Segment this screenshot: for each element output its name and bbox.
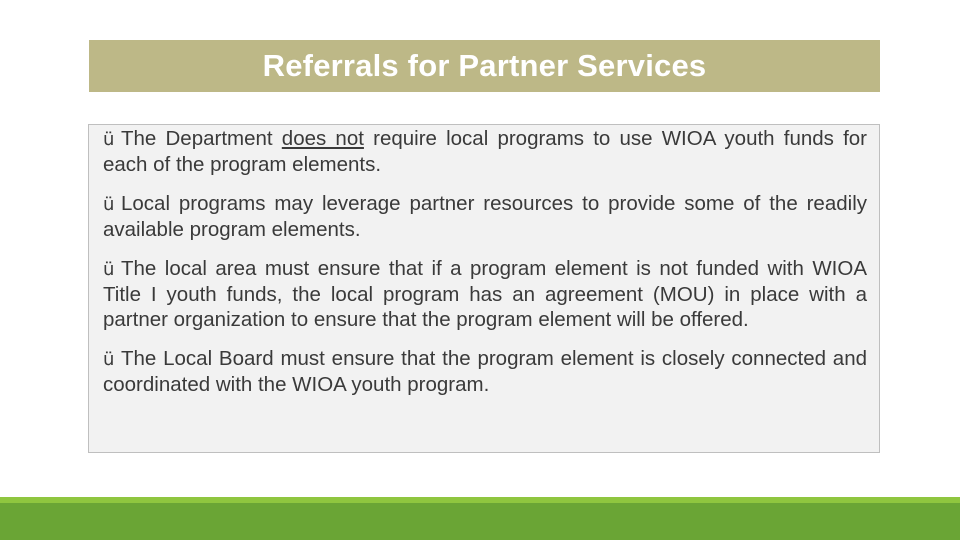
- bullet-item-2: [103, 191, 867, 242]
- title-bar: [89, 40, 880, 92]
- bullet-1-pre: The Department: [121, 127, 282, 150]
- checkmark-icon: ü: [103, 259, 115, 280]
- content-box: [88, 124, 880, 453]
- checkmark-icon: ü: [103, 194, 115, 215]
- checkmark-icon: ü: [103, 349, 115, 370]
- bullet-item-1: [103, 126, 867, 177]
- bullet-item-4: [103, 346, 867, 397]
- checkmark-icon: ü: [103, 129, 115, 150]
- footer-band: [0, 503, 960, 540]
- bullet-2-text: Local programs may leverage partner resources to provide some of the readily available program elements.: [103, 192, 867, 241]
- slide-title: Referrals for Partner Services: [262, 48, 707, 83]
- bullet-3-text: The local area must ensure that if a program element is not funded with WIOA Title I youth funds, the local program has an agreement (MOU) in place with a partner organization to ensure that the program element will be offered.: [103, 257, 867, 331]
- bullet-1-post: require local programs to use WIOA youth funds for each of the program elements.: [103, 127, 867, 176]
- bullet-item-3: [103, 256, 867, 332]
- bullet-1-emphasis: does not: [281, 127, 364, 150]
- bullet-4-text: The Local Board must ensure that the program element is closely connected and coordinated with the WIOA youth program.: [103, 347, 867, 396]
